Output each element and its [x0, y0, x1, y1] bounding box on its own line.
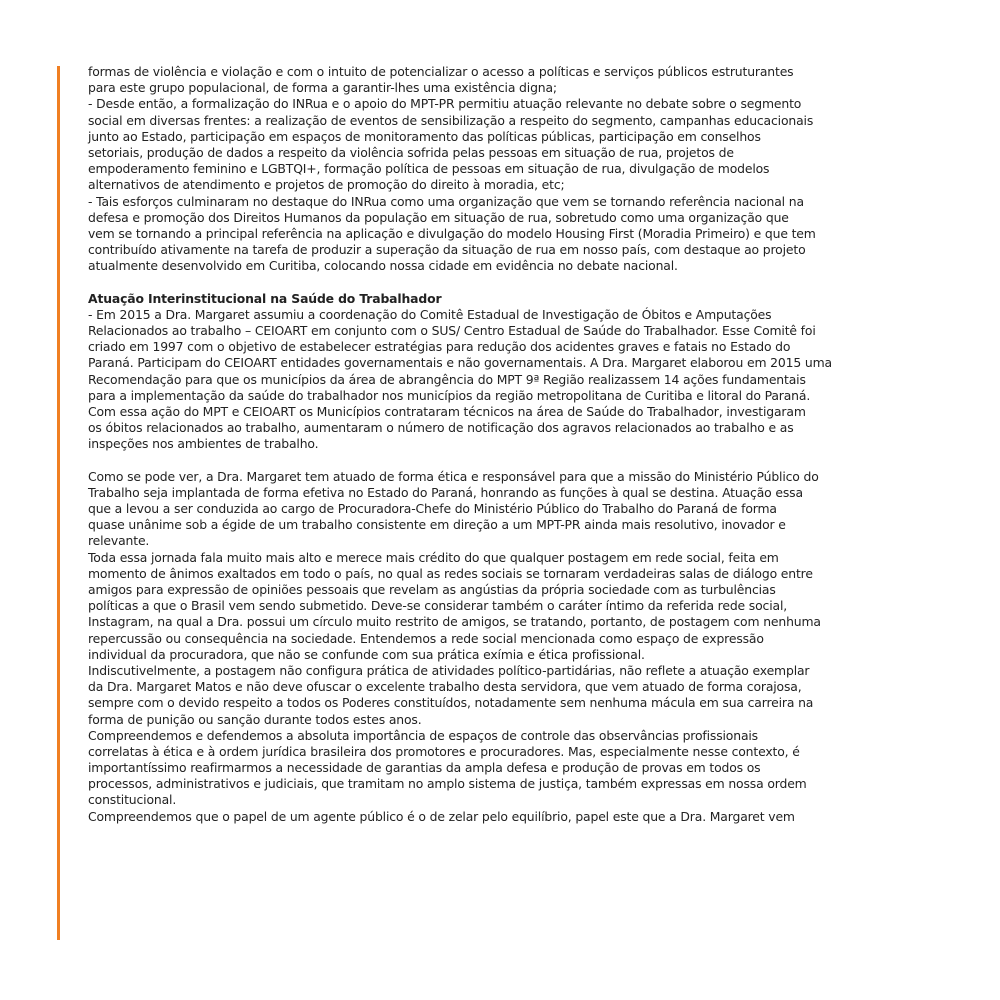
text-line: Instagram, na qual a Dra. possui um círculo muito restrito de amigos, se tratando, portanto, de postagem com nenhuma [88, 614, 821, 630]
text-line: alternativos de atendimento e projetos de promoção do direito à moradia, etc; [88, 177, 565, 193]
paragraph-inrua [88, 64, 948, 274]
text-line: Com essa ação do MPT e CEIOART os Municípios contrataram técnicos na área de Saúde do Trabalhador, investigaram [88, 403, 806, 419]
text-line: empoderamento feminino e LGBTQI+, formação política de pessoas em situação de rua, divulgação de modelos [88, 161, 770, 177]
text-line: forma de punição ou sanção durante todos estes anos. [88, 711, 422, 727]
document-body [88, 64, 948, 825]
text-line: setoriais, produção de dados a respeito da violência sofrida pelas pessoas em situação de rua, projetos de [88, 144, 734, 160]
text-line: políticas a que o Brasil vem sendo submetido. Deve-se considerar também o caráter íntimo da referida rede social, [88, 598, 788, 614]
text-line: repercussão ou consequência na sociedade. Entendemos a rede social mencionada como espaço de expressão [88, 630, 764, 646]
text-line: Recomendação para que os municípios da área de abrangência do MPT 9ª Região realizassem 14 ações fundamentais [88, 371, 806, 387]
text-line: formas de violência e violação e com o intuito de potencializar o acesso a políticas e serviços públicos estruturantes [88, 64, 794, 79]
paragraph-spacer [88, 453, 948, 469]
text-line: constitucional. [88, 792, 177, 808]
text-line: Como se pode ver, a Dra. Margaret tem atuado de forma ética e responsável para que a missão do Ministério Público do [88, 468, 819, 484]
paragraph-conclusion [88, 469, 948, 825]
text-line: que a levou a ser conduzida ao cargo de Procuradora-Chefe do Ministério Público do Trabalho do Paraná de forma [88, 501, 777, 517]
text-line: para a implementação da saúde do trabalhador nos municípios da região metropolitana de Curitiba e litoral do Paraná. [88, 387, 811, 403]
text-line: atualmente desenvolvido em Curitiba, colocando nossa cidade em evidência no debate nacional. [88, 258, 678, 274]
text-line: Paraná. Participam do CEIOART entidades governamentais e não governamentais. A Dra. Margaret elaborou em 2015 uma [88, 355, 832, 371]
text-line: defesa e promoção dos Direitos Humanos da população em situação de rua, sobretudo como uma organização que [88, 209, 789, 225]
paragraph-spacer [88, 274, 948, 290]
section-saude-trabalhador [88, 291, 948, 453]
text-line: correlatas à ética e à ordem jurídica brasileira dos promotores e procuradores. Mas, especialmente nesse contexto, é [88, 743, 800, 759]
text-line: vem se tornando a principal referência na aplicação e divulgação do modelo Housing First (Moradia Primeiro) e que tem [88, 225, 816, 241]
text-line: social em diversas frentes: a realização de eventos de sensibilização a respeito do segmento, campanhas educacionais [88, 112, 814, 128]
text-line: da Dra. Margaret Matos e não deve ofuscar o excelente trabalho desta servidora, que vem atuado de forma corajosa, [88, 679, 802, 695]
text-line: sempre com o devido respeito a todos os Poderes constituídos, notadamente sem nenhuma mácula em sua carreira na [88, 695, 814, 711]
text-line: - Em 2015 a Dra. Margaret assumiu a coordenação do Comitê Estadual de Investigação de Óbitos e Amputações [88, 306, 772, 322]
text-line: Compreendemos e defendemos a absoluta importância de espaços de controle das observâncias profissionais [88, 727, 758, 743]
text-line: amigos para expressão de opiniões pessoais que revelam as angústias da própria sociedade com as turbulências [88, 582, 776, 597]
accent-bar [57, 66, 60, 940]
text-line: importantíssimo reafirmarmos a necessidade de garantias da ampla defesa e produção de provas em todos os [88, 760, 761, 776]
text-line: junto ao Estado, participação em espaços de monitoramento das políticas públicas, participação em conselhos [88, 128, 761, 144]
text-line: contribuído ativamente na tarefa de produzir a superação da situação de rua em nosso país, com destaque ao projeto [88, 242, 806, 258]
text-line: individual da procuradora, que não se confunde com sua prática exímia e ética profissional. [88, 646, 645, 662]
text-line: relevante. [88, 533, 150, 549]
text-line: inspeções nos ambientes de trabalho. [88, 436, 319, 452]
text-line: Compreendemos que o papel de um agente público é o de zelar pelo equilíbrio, papel este que a Dra. Margaret vem [88, 808, 795, 824]
text-line: Toda essa jornada fala muito mais alto e merece mais crédito do que qualquer postagem em rede social, feita em [88, 549, 779, 565]
section-heading: Atuação Interinstitucional na Saúde do Trabalhador [88, 290, 442, 306]
text-line: momento de ânimos exaltados em todo o país, no qual as redes sociais se tornaram verdadeiras salas de diálogo entre [88, 565, 813, 581]
text-line: - Desde então, a formalização do INRua e o apoio do MPT-PR permitiu atuação relevante no debate sobre o segmento [88, 96, 802, 112]
text-line: criado em 1997 com o objetivo de estabelecer estratégias para redução dos acidentes graves e fatais no Estado do [88, 339, 791, 355]
text-line: quase unânime sob a égide de um trabalho consistente em direção a um MPT-PR ainda mais resolutivo, inovador e [88, 517, 786, 533]
text-line: - Tais esforços culminaram no destaque do INRua como uma organização que vem se tornando referência nacional na [88, 193, 804, 209]
text-line: para este grupo populacional, de forma a garantir-lhes uma existência digna; [88, 80, 557, 96]
text-line: os óbitos relacionados ao trabalho, aumentaram o número de notificação dos agravos relacionados ao trabalho e as [88, 420, 794, 436]
text-line: Indiscutivelmente, a postagem não configura prática de atividades político-partidárias, não reflete a atuação exemplar [88, 662, 810, 678]
text-line: Relacionados ao trabalho – CEIOART em conjunto com o SUS/ Centro Estadual de Saúde do Trabalhador. Esse Comitê foi [88, 323, 816, 338]
text-line: processos, administrativos e judiciais, que tramitam no amplo sistema de justiça, também expressas em nossa ordem [88, 776, 807, 792]
text-line: Trabalho seja implantada de forma efetiva no Estado do Paraná, honrando as funções à qual se destina. Atuação essa [88, 484, 803, 500]
